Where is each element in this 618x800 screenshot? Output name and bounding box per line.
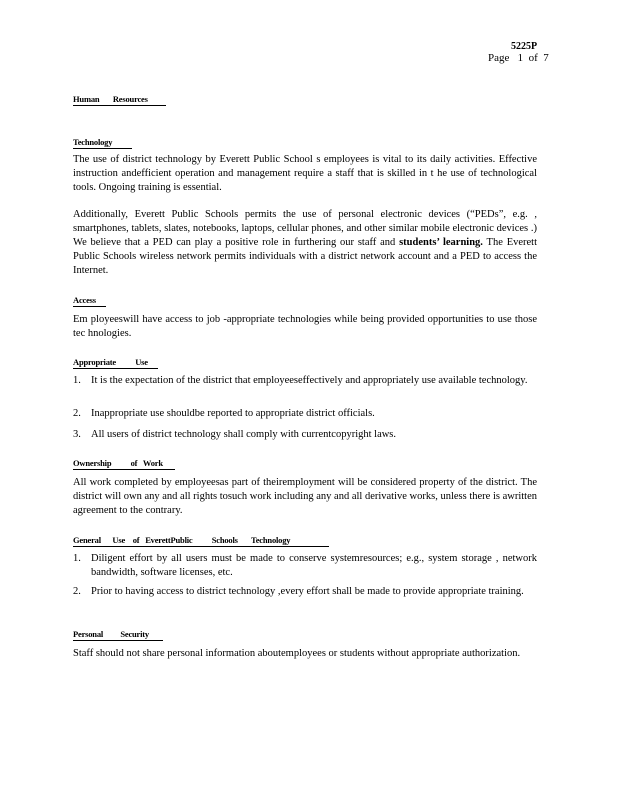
ownership-paragraph: All work completed by employeesas part of theiremployment will be considered property of the district. The district will own any and all rights tosuch work including any and all derivative works, unless there is awritten agreement to the contrary. <box>73 477 537 516</box>
section-heading-ownership-of-work: Ownership of Work <box>73 458 175 470</box>
list-item-text: All users of district technology shall comply with currentcopyright laws. <box>91 429 397 440</box>
category-heading: Human Resources <box>73 94 166 106</box>
technology-paragraph-2-emphasis: students’ learning. <box>399 237 483 248</box>
list-item-text: Prior to having access to district technology ,every effort shall be made to provide appropriate training. <box>91 586 524 597</box>
list-item-text: It is the expectation of the district that employeeseffectively and appropriately use available technology. <box>91 375 528 386</box>
technology-paragraph-2-part-a: Additionally, Everett Public Schools permits the use of personal electronic devices (“PEDs”, e.g. , smartphones, tablets, slates, notebooks, laptops, cellular phones, and other similar mobile electronic devices .) We believe that a PED can play a positive role in furthering our staff and <box>73 209 537 248</box>
appropriate-use-item-2 <box>73 407 537 421</box>
list-number: 3. <box>73 429 81 440</box>
list-number: 1. <box>73 553 81 564</box>
list-number: 2. <box>73 586 81 597</box>
section-heading-access: Access <box>73 295 106 307</box>
list-item-text: Diligent effort by all users must be made to conserve systemresources; e.g., system storage , network bandwidth, software licenses, etc. <box>91 553 537 578</box>
appropriate-use-item-1 <box>73 374 537 388</box>
list-number: 2. <box>73 408 81 419</box>
access-paragraph: Em ployeeswill have access to job -appropriate technologies while being provided opportunities to use those tec hnologies. <box>73 314 537 339</box>
section-heading-personal-security: Personal Security <box>73 629 163 641</box>
technology-paragraph-2-part-c: The Everett Public Schools wireless network permits individuals with a district network account and a PED to access the Internet. <box>73 237 538 276</box>
section-heading-appropriate-use: Appropriate Use <box>73 357 158 369</box>
list-number: 1. <box>73 375 81 386</box>
list-item-text: Inappropriate use shouldbe reported to appropriate district officials. <box>91 408 375 419</box>
appropriate-use-item-3 <box>73 428 537 442</box>
page-number: Page 1 of 7 <box>488 52 549 64</box>
personal-security-paragraph: Staff should not share personal information aboutemployees or students without appropriate authorization. <box>73 648 521 659</box>
section-heading-technology: Technology <box>73 137 132 149</box>
general-use-item-2 <box>73 585 537 599</box>
technology-paragraph-1: The use of district technology by Everett Public School s employees is vital to its daily activities. Effective instruction andefficient operation and management require a staff that is skilled in t he use of technological tools. Ongoing training is essential. <box>73 154 537 193</box>
technology-paragraph-2 <box>73 208 537 278</box>
policy-code: 5225P <box>511 41 538 52</box>
section-heading-general-use: General Use of EverettPublic Schools Technology <box>73 535 329 547</box>
general-use-item-1 <box>73 552 537 580</box>
